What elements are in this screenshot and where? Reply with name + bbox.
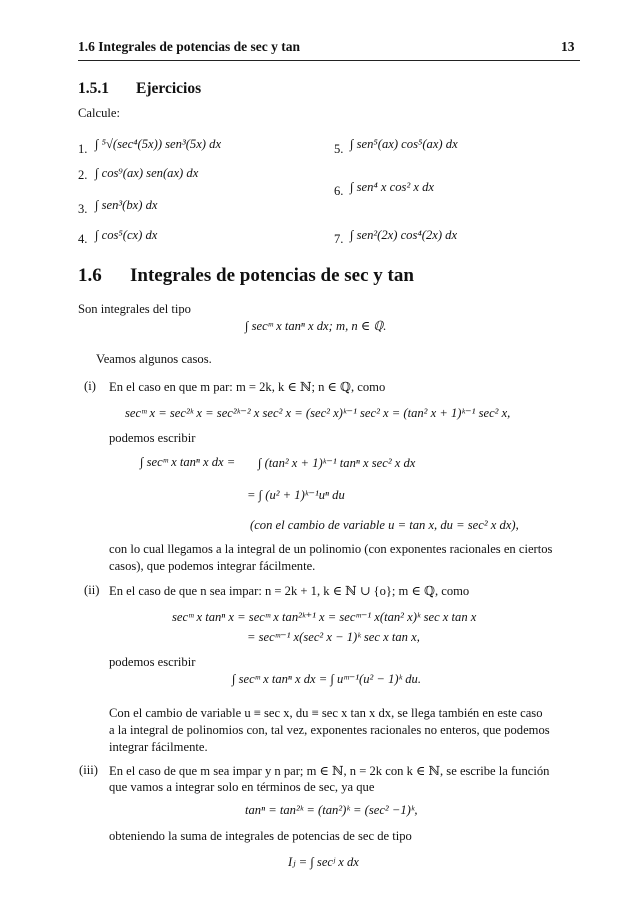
equation: ∫ (tan² x + 1)ᵏ⁻¹ tanⁿ x sec² x dx — [258, 456, 416, 470]
equation: (con el cambio de variable u = tan x, du = sec² x dx), — [250, 518, 519, 532]
equation: secᵐ x tanⁿ x = secᵐ x tan²ᵏ⁺¹ x = secᵐ⁻¹ x(tan² x)ᵏ sec x tan x — [172, 610, 477, 624]
exercises-intro: Calcule: — [78, 106, 120, 120]
page-number: 13 — [561, 39, 575, 54]
equation: ∫ secᵐ x tanⁿ x dx = — [140, 455, 236, 469]
exercise-label: 2. — [78, 168, 88, 182]
exercise-expr: ∫ sen⁴ x cos² x dx — [350, 180, 434, 194]
case-text: con lo cual llegamos a la integral de un polinomio (con exponentes racionales en ciertos — [109, 542, 553, 556]
case-label: (i) — [84, 379, 96, 393]
exercise-expr: ∫ sen⁵(ax) cos⁵(ax) dx — [350, 137, 458, 151]
exercise-expr: ∫ sen²(2x) cos⁴(2x) dx — [350, 228, 458, 242]
equation: Iⱼ = ∫ secʲ x dx — [288, 855, 359, 869]
case-text: En el caso en que m par: m = 2k, k ∈ ℕ; n ∈ ℚ, como — [109, 380, 386, 394]
case-text: obteniendo la suma de integrales de potencias de sec de tipo — [109, 829, 412, 843]
case-text: a la integral de polinomios con, tal vez, exponentes racionales no enteros, que podemos — [109, 723, 550, 737]
exercise-expr: ∫ ⁵√(sec⁴(5x)) sen³(5x) dx — [95, 137, 222, 151]
exercise-label: 5. — [334, 142, 344, 156]
equation: tanⁿ = tan²ᵏ = (tan²)ᵏ = (sec² −1)ᵏ, — [245, 803, 418, 817]
case-text: En el caso de que n sea impar: n = 2k + 1, k ∈ ℕ ∪ {o}; m ∈ ℚ, como — [109, 584, 470, 598]
equation: = secᵐ⁻¹ x(sec² x − 1)ᵏ sec x tan x, — [247, 630, 420, 644]
header-rule — [78, 60, 580, 61]
cases-intro: Veamos algunos casos. — [96, 352, 212, 366]
case-text: Con el cambio de variable u ≡ sec x, du ≡ sec x tan x dx, se llega también en este caso — [109, 706, 543, 720]
case-text: integrar fácilmente. — [109, 740, 208, 754]
case-text: podemos escribir — [109, 431, 196, 445]
subsection-title: Ejercicios — [136, 80, 202, 97]
exercise-expr: ∫ sen³(bx) dx — [95, 198, 158, 212]
exercise-label: 4. — [78, 232, 88, 246]
case-text: En el caso de que m sea impar y n par; m ∈ ℕ, n = 2k con k ∈ ℕ, se escribe la función — [109, 764, 550, 778]
equation: secᵐ x = sec²ᵏ x = sec²ᵏ⁻² x sec² x = (sec² x)ᵏ⁻¹ sec² x = (tan² x + 1)ᵏ⁻¹ sec² x, — [125, 406, 511, 420]
section-number: 1.6 — [78, 265, 102, 286]
exercise-label: 1. — [78, 142, 88, 156]
exercise-label: 3. — [78, 202, 88, 216]
exercise-expr: ∫ cos⁵(cx) dx — [95, 228, 158, 242]
case-text: casos), que podemos integrar fácilmente. — [109, 559, 316, 573]
running-header-title: 1.6 Integrales de potencias de sec y tan — [78, 39, 300, 54]
case-text: podemos escribir — [109, 655, 196, 669]
subsection-number: 1.5.1 — [78, 80, 109, 97]
exercise-expr: ∫ cos⁹(ax) sen(ax) dx — [95, 166, 199, 180]
case-label: (ii) — [84, 583, 100, 597]
exercise-label: 6. — [334, 184, 344, 198]
equation: = ∫ (u² + 1)ᵏ⁻¹uⁿ du — [247, 488, 345, 502]
equation: ∫ secᵐ x tanⁿ x dx = ∫ uᵐ⁻¹(u² − 1)ᵏ du. — [232, 672, 421, 686]
main-integral: ∫ secᵐ x tanⁿ x dx; m, n ∈ ℚ. — [245, 319, 387, 333]
section-title: Integrales de potencias de sec y tan — [130, 265, 414, 286]
case-label: (iii) — [79, 763, 98, 777]
section-intro: Son integrales del tipo — [78, 302, 191, 316]
case-text: que vamos a integrar solo en términos de sec, ya que — [109, 780, 375, 794]
exercise-label: 7. — [334, 232, 344, 246]
